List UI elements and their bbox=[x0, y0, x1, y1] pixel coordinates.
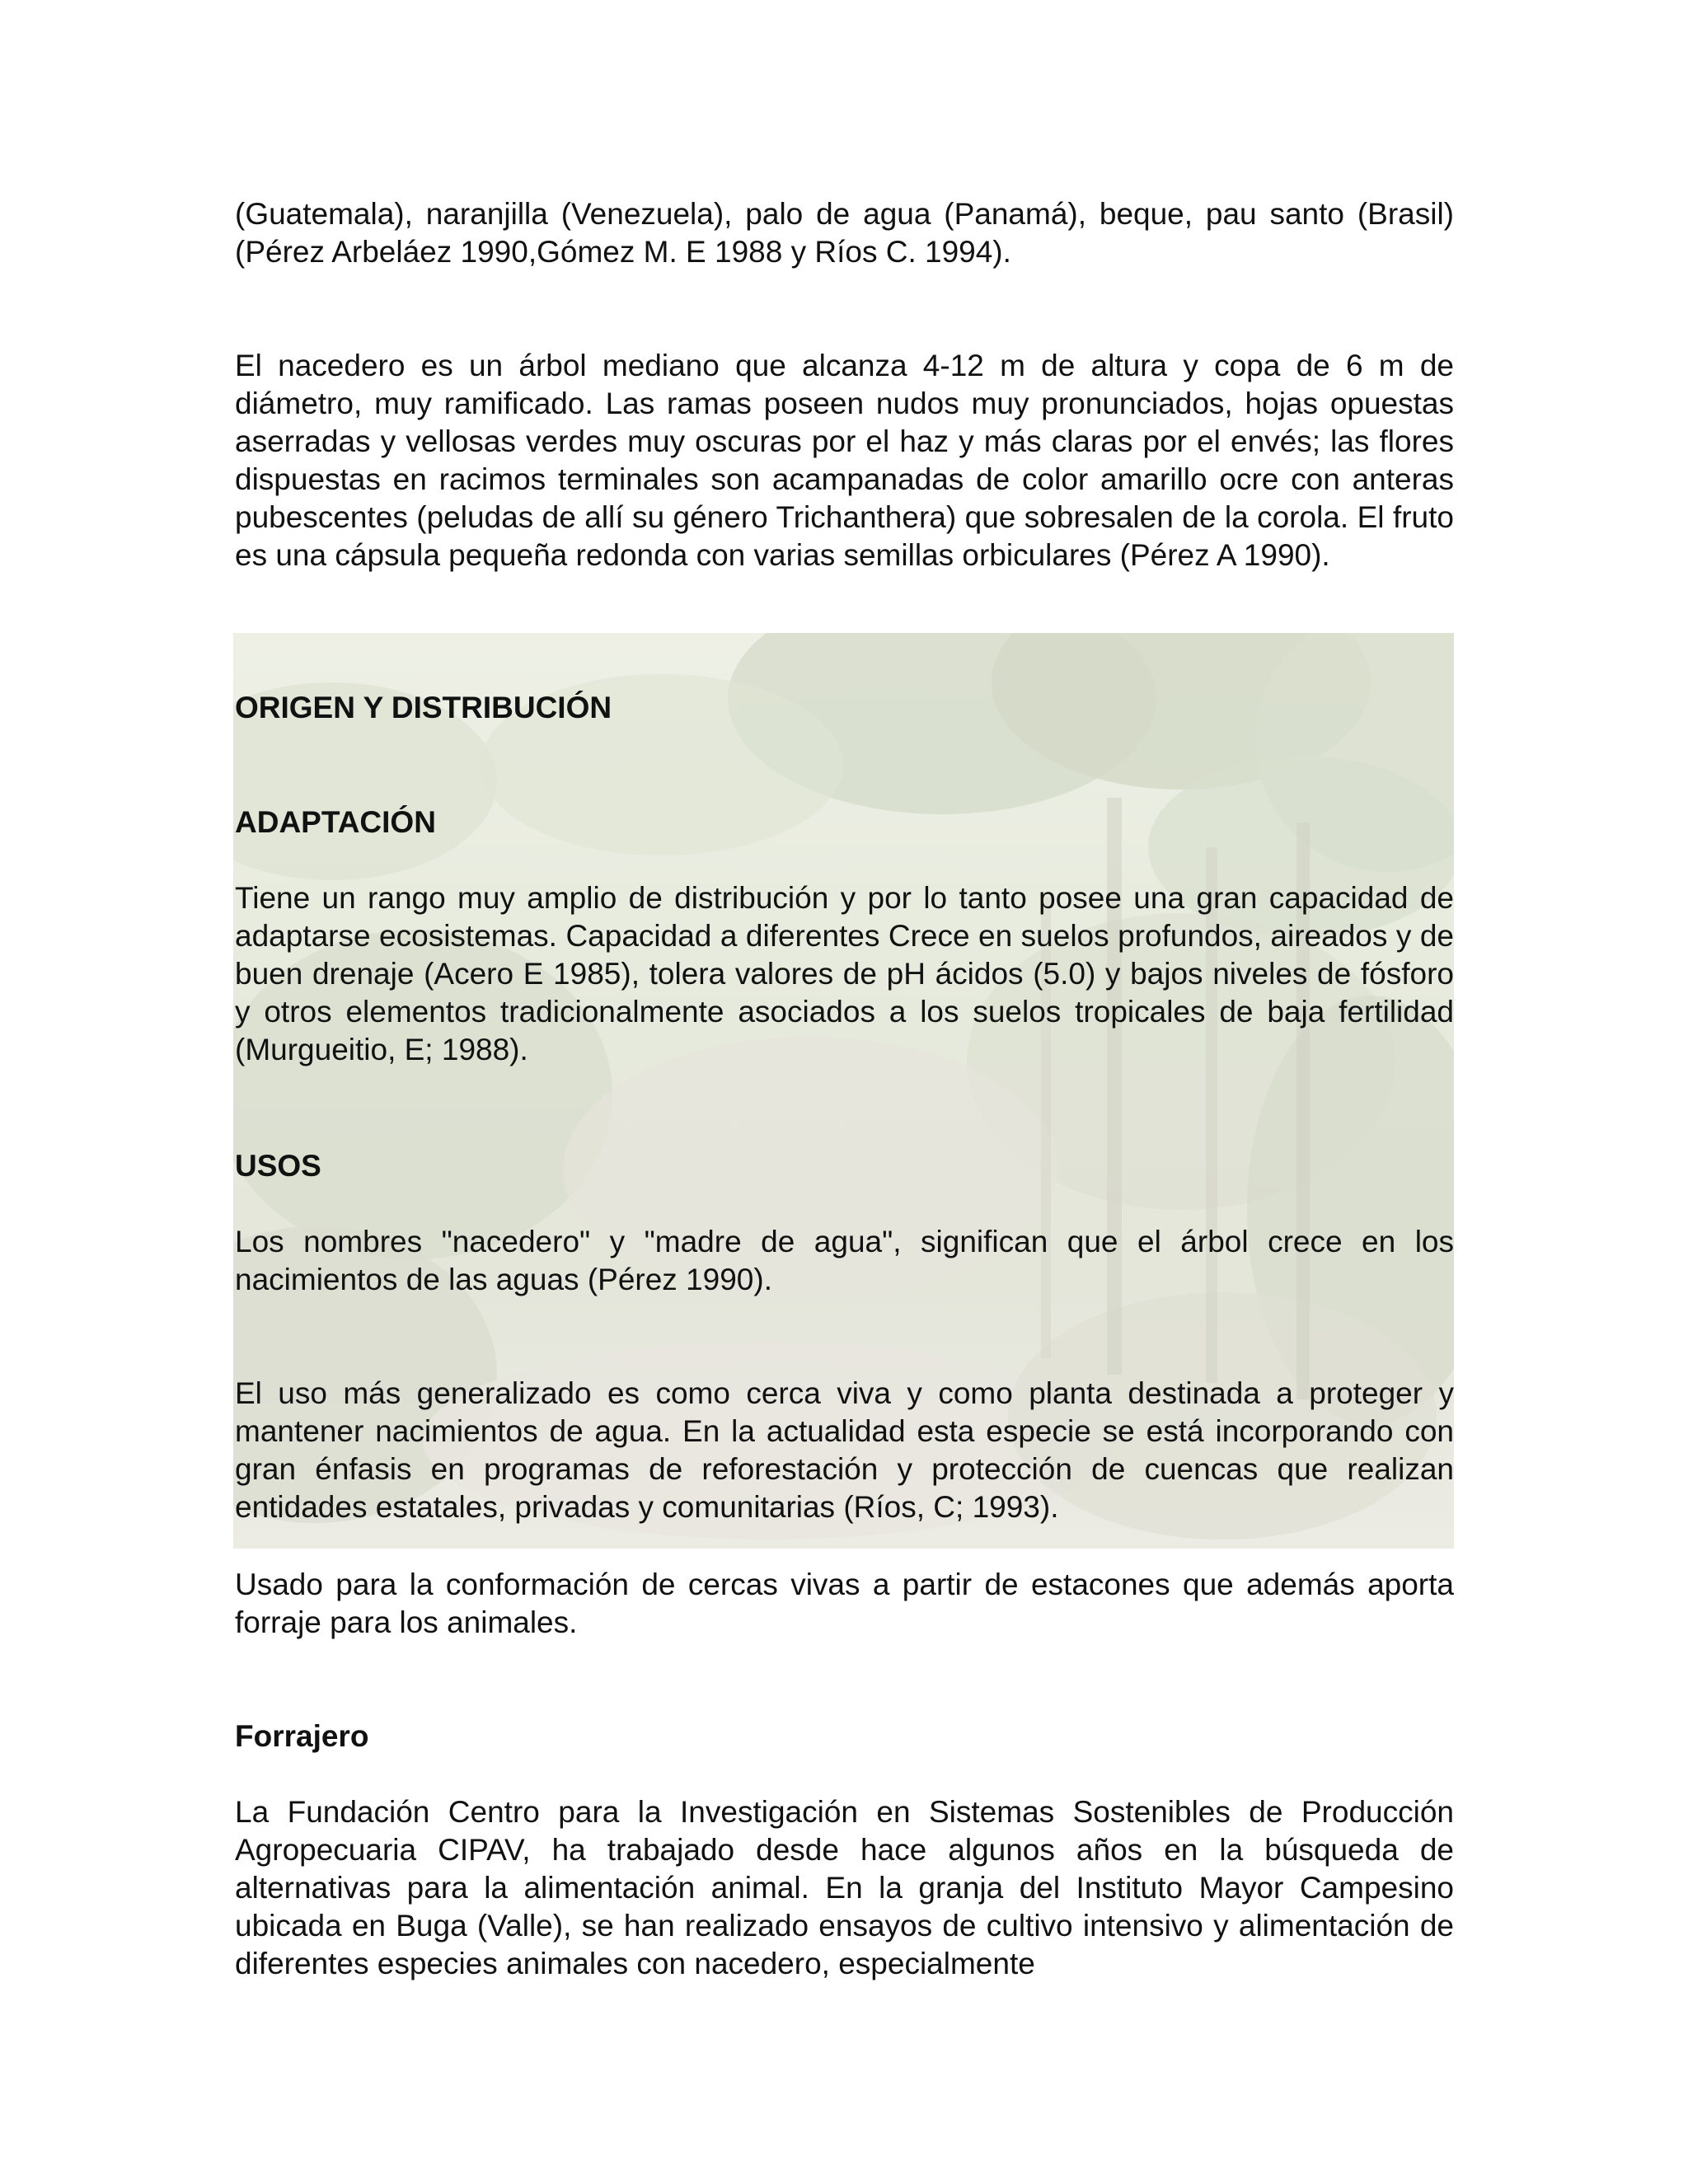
heading-adaptacion: ADAPTACIÓN bbox=[235, 805, 436, 839]
heading-usos: USOS bbox=[235, 1149, 321, 1183]
paragraph-live-fences: Usado para la conformación de cercas vivas a partir de estacones que además aporta forraje para los animales. bbox=[235, 1568, 1454, 1639]
paragraph-general-use: El uso más generalizado es como cerca viva y como planta destinada a proteger y mantener nacimientos de agua. En la actualidad esta especie se está incorporando con gran énfasis en programas de reforestación y protección de cuencas que realizan entidades estatales, privadas y comunitarias (Ríos, C; 1993). bbox=[235, 1376, 1454, 1524]
paragraph-adaptation: Tiene un rango muy amplio de distribución y por lo tanto posee una gran capacidad de adaptarse ecosistemas. Capacidad a diferentes Crece en suelos profundos, aireados y de buen drenaje (Acero E 1985), tolera valores de pH ácidos (5.0) y bajos niveles de fósforo y otros elementos tradicionalmente asociados a los suelos tropicales de baja fertilidad (Murgueitio, E; 1988). bbox=[235, 881, 1454, 1066]
paragraph-names-meaning: Los nombres "nacedero" y "madre de agua", significan que el árbol crece en los nacimientos de las aguas (Pérez 1990). bbox=[235, 1225, 1454, 1296]
heading-forrajero: Forrajero bbox=[235, 1719, 369, 1753]
paragraph-description: El nacedero es un árbol mediano que alcanza 4-12 m de altura y copa de 6 m de diámetro, muy ramificado. Las ramas poseen nudos muy pronunciados, hojas opuestas aserradas y vellosas verdes muy oscuras por el haz y más claras por el envés; las flores dispuestas en racimos terminales son acampanadas de color amarillo ocre con anteras pubescentes (peludas de allí su género Trichanthera) que sobresalen de la corola. El fruto es una cápsula pequeña redonda con varias semillas orbiculares (Pérez A 1990). bbox=[235, 349, 1454, 572]
paragraph-cipav: La Fundación Centro para la Investigación en Sistemas Sostenibles de Producción Agropecuaria CIPAV, ha trabajado desde hace algunos años en la búsqueda de alternativas para la alimentación animal. En la granja del Instituto Mayor Campesino ubicada en Buga (Valle), se han realizado ensayos de cultivo intensivo y alimentación de diferentes especies animales con nacedero, especialmente bbox=[235, 1795, 1454, 1980]
paragraph-common-names: (Guatemala), naranjilla (Venezuela), palo de agua (Panamá), beque, pau santo (Brasil) (Pérez Arbeláez 1990,Gómez M. E 1988 y Ríos C. 1994). bbox=[235, 197, 1454, 269]
heading-origen-distribucion: ORIGEN Y DISTRIBUCIÓN bbox=[235, 691, 612, 724]
